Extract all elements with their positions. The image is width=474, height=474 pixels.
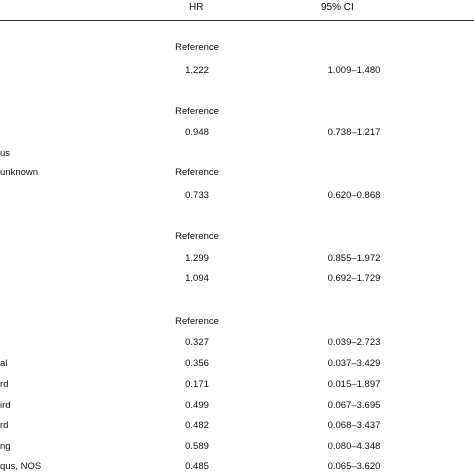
row-label: al [0,358,8,369]
hr-value: Reference [175,167,219,178]
ci-value: 0.068–3.437 [327,420,381,431]
row-label: rd [0,420,9,431]
header-rule [0,20,474,21]
hr-value: 0.171 [185,379,209,390]
hr-column-header: HR [189,2,204,13]
row-label: unknown [0,167,39,178]
hr-value: 1.094 [185,273,209,284]
ci-value: 1.009–1.480 [327,65,381,76]
hr-value: 0.589 [185,441,209,452]
ci-value: 0.015–1.897 [327,379,381,390]
ci-value: 0.080–4.348 [327,441,381,452]
hr-value: 0.327 [185,337,209,348]
hr-value: Reference [175,106,219,117]
hr-value: Reference [175,231,219,242]
ci-value: 0.738–1.217 [327,127,381,138]
ci-value: 0.065–3.620 [327,461,381,472]
ci-value: 0.692–1.729 [327,273,381,284]
ci-value: 0.039–2.723 [327,337,381,348]
row-label: ng [0,441,11,452]
row-label: ird [0,400,11,411]
hr-value: 0.733 [185,190,209,201]
ci-value: 0.037–3.429 [327,358,381,369]
hr-value: 0.948 [185,127,209,138]
ci-value: 0.067–3.695 [327,400,381,411]
hr-value: 0.485 [185,461,209,472]
hr-value: 1.222 [185,65,209,76]
hr-value: Reference [175,42,219,53]
hr-value: 0.482 [185,420,209,431]
table-header [0,0,474,21]
ci-column-header: 95% CI [321,2,354,13]
row-label: us [0,148,11,159]
row-label: qus, NOS [0,461,42,472]
hr-value: 0.356 [185,358,209,369]
row-label: rd [0,379,9,390]
ci-value: 0.620–0.868 [327,190,381,201]
ci-value: 0.855–1.972 [327,253,381,264]
hr-value: 1.299 [185,253,209,264]
hr-value: Reference [175,316,219,327]
hr-value: 0.499 [185,400,209,411]
